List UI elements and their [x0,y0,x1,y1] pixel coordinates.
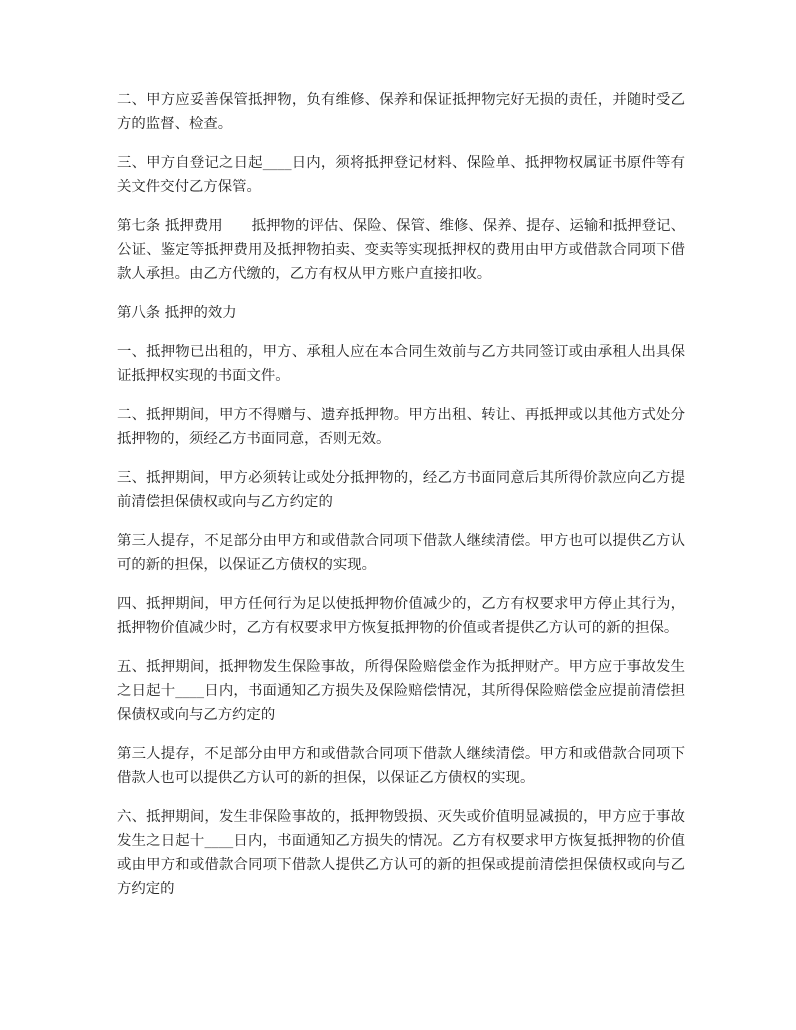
clause-3-document-delivery: 三、甲方自登记之日起____日内，须将抵押登记材料、保险单、抵押物权属证书原件等有关文件交付乙方保管。 [117,155,685,195]
article-8-clause-2-disposal: 二、抵押期间，甲方不得赠与、遗弃抵押物。甲方出租、转让、再抵押或以其他方式处分抵押物的，须经乙方书面同意，否则无效。 [117,407,685,447]
article-8-clause-6-non-insurance-accident: 六、抵押期间，发生非保险事故的，抵押物毁损、灭失或价值明显减损的，甲方应于事故发生之日起十____日内，书面通知乙方损失的情况。乙方有权要求甲方恢复抵押物的价值或由甲方和或借款合同项下借款人提供乙方认可的新的担保或提前清偿担保债权或向与乙方约定的 [117,809,685,897]
article-8-clause-5-continued: 第三人提存，不足部分由甲方和或借款合同项下借款人继续清偿。甲方和或借款合同项下借款人也可以提供乙方认可的新的担保，以保证乙方债权的实现。 [117,746,685,786]
article-8-clause-1-lease: 一、抵押物已出租的，甲方、承租人应在本合同生效前与乙方共同签订或由承租人出具保证抵押权实现的书面文件。 [117,344,685,384]
document-body [117,88,685,916]
article-8-clause-5-insurance-accident: 五、抵押期间，抵押物发生保险事故，所得保险赔偿金作为抵押财产。甲方应于事故发生之日起十____日内，书面通知乙方损失及保险赔偿情况，其所得保险赔偿金应提前清偿担保债权或向与乙方约定的 [117,659,685,723]
article-8-clause-4-value-reduction: 四、抵押期间，甲方任何行为足以使抵押物价值减少的，乙方有权要求甲方停止其行为，抵押物价值减少时，乙方有权要求甲方恢复抵押物的价值或者提供乙方认可的新的担保。 [117,596,685,636]
article-8-clause-3-continued: 第三人提存，不足部分由甲方和或借款合同项下借款人继续清偿。甲方也可以提供乙方认可的新的担保，以保证乙方债权的实现。 [117,533,685,573]
article-7-mortgage-fees: 第七条 抵押费用 抵押物的评估、保险、保管、维修、保养、提存、运输和抵押登记、公证、鉴定等抵押费用及抵押物拍卖、变卖等实现抵押权的费用由甲方或借款合同项下借款人承担。由乙方代缴的，乙方有权从甲方账户直接扣收。 [117,218,685,282]
article-8-heading: 第八条 抵押的效力 [117,305,237,321]
article-8-clause-3-transfer: 三、抵押期间，甲方必须转让或处分抵押物的，经乙方书面同意后其所得价款应向乙方提前清偿担保债权或向与乙方约定的 [117,470,685,510]
clause-2-safekeeping: 二、甲方应妥善保管抵押物，负有维修、保养和保证抵押物完好无损的责任，并随时受乙方的监督、检查。 [117,92,685,132]
